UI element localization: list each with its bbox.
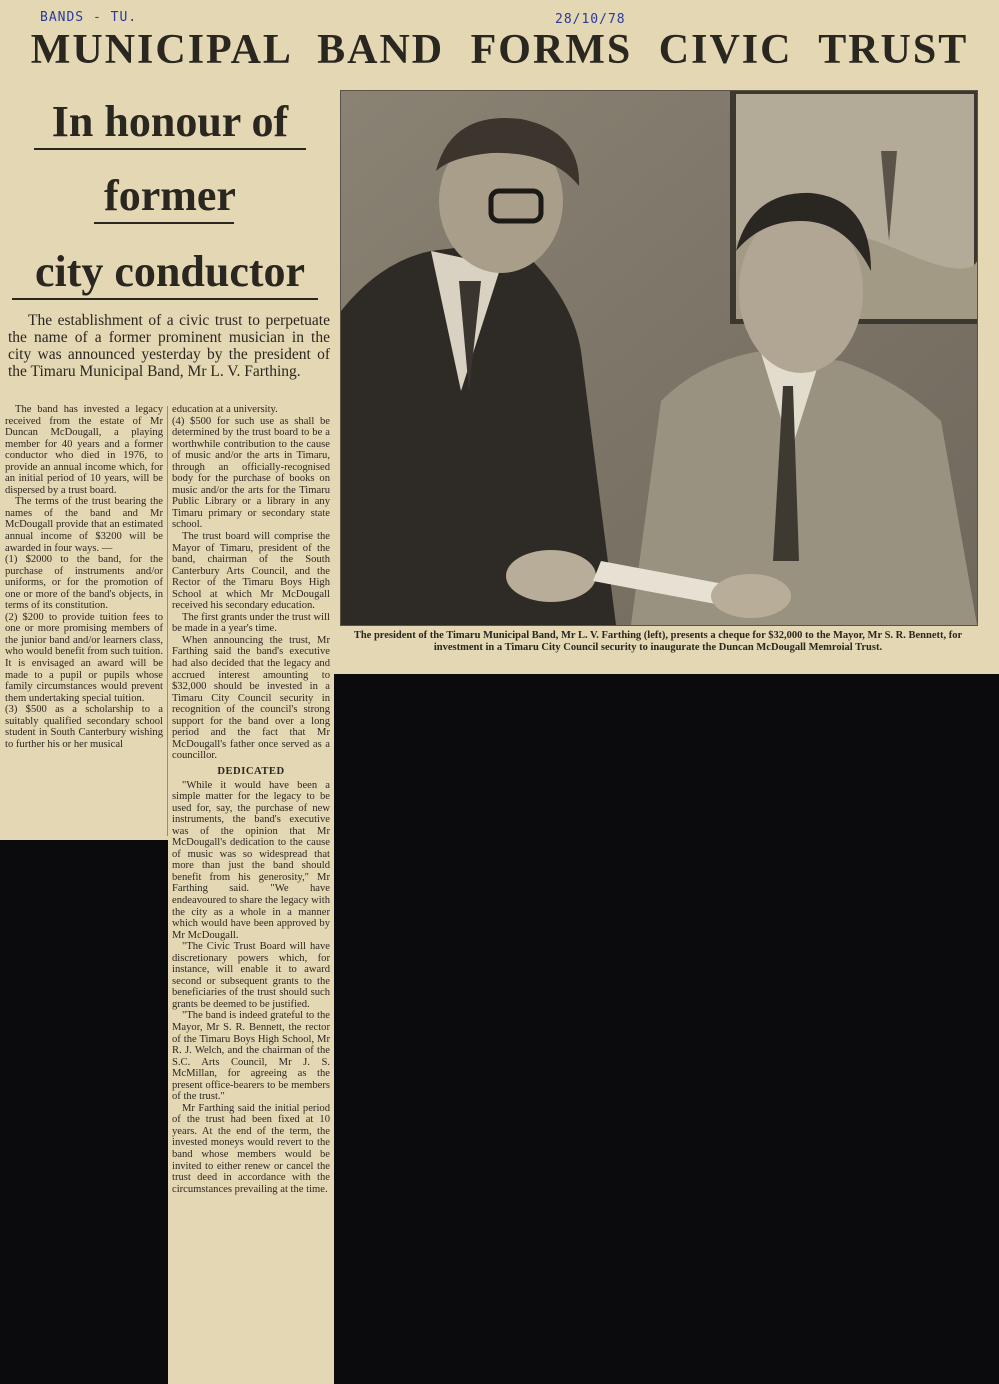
paragraph: (4) $500 for such use as shall be determined by the trust board to be a worthwhile contribution to the cause of music and/or the arts in Timaru, through an officially-recognised body for the purchase of books on music and/or the arts for the Timaru Public Library or a library in any Timaru primary or secondary state school. [172, 415, 330, 531]
paragraph: "While it would have been a simple matter for the legacy to be used for, say, the purchase of new instruments, the band's executive was of the opinion that Mr McDougall's dedication to the cause of music was so widespread that more than just the band should benefit from his generosity," Mr Farthing said. "We have endeavoured to share the legacy with the city as a whole in a manner which would have been approved by Mr McDougall. [172, 779, 330, 941]
article-column-2 [172, 404, 330, 1195]
paragraph: When announcing the trust, Mr Farthing said the band's executive had also decided that the legacy and accrued interest amounting to $32,000 should be invested in a Timaru City Council security in recognition of the council's strong support for the band over a long period and the fact that Mr McDougall's father once served as a councillor. [172, 634, 330, 762]
subheadline-rule-3 [12, 298, 318, 300]
paragraph: The first grants under the trust will be made in a year's time. [172, 611, 330, 635]
paragraph: The trust board will comprise the Mayor of Timaru, president of the band, chairman of the South Canterbury Arts Council, and the Rector of the Timaru Boys High School at which Mr McDougall received his secondary education. [172, 531, 330, 612]
photo-illustration [341, 91, 977, 625]
subheadline-rule-2 [94, 222, 234, 224]
subheadline-line-3: city conductor [34, 247, 306, 296]
subheadline-rule-1 [34, 148, 306, 150]
paragraph: (2) $200 to provide tuition fees to one or more promising members of the junior band and/or learners class, who would benefit from such tuition. It is envisaged an award will be made to a pupil or pupils whose family circumstances would prevent them undertaking special tuition. [5, 611, 163, 704]
paragraph: (1) $2000 to the band, for the purchase of instruments and/or uniforms, or for the promotion of one or more of the band's objects, in terms of its constitution. [5, 554, 163, 612]
paragraph: "The band is indeed grateful to the Mayor, Mr S. R. Bennett, the rector of the Timaru Boys High School, Mr R. J. Welch, and the chairman of the S.C. Arts Council, Mr J. S. McMillan, for agreeing as the present office-bearers to be members of the trust." [172, 1010, 330, 1103]
subheadline-line-1: In honour of [51, 97, 289, 146]
column-divider [167, 406, 168, 836]
handwritten-note-category: BANDS - TU. [40, 10, 138, 25]
lede-paragraph: The establishment of a civic trust to perpetuate the name of a former prominent musician in the city was announced yesterday by the president of the Timaru Municipal Band, Mr L. V. Farthing. [8, 312, 330, 380]
headline: MUNICIPAL BAND FORMS CIVIC TRUST [30, 27, 969, 73]
paragraph: "The Civic Trust Board will have discretionary powers which, for instance, will enable it to award second or subsequent grants to the beneficiaries of the trust should such grants be deemed to be justified. [172, 941, 330, 1010]
section-heading-dedicated: DEDICATED [217, 765, 285, 777]
subheadline-line-2: former [104, 171, 236, 220]
photo-caption: The president of the Timaru Municipal Band, Mr L. V. Farthing (left), presents a cheque for $32,000 to the Mayor, Mr S. R. Bennett, for investment in a Timaru City Council security to inaugurate the Duncan McDougall Memroial Trust. [353, 630, 963, 653]
article-column-1 [5, 404, 163, 750]
paragraph: The terms of the trust bearing the names of the band and Mr McDougall provide that an estimated annual income of $3200 will be awarded in four ways. — [5, 496, 163, 554]
paragraph: (3) $500 as a scholarship to a suitably qualified secondary school student in South Canterbury wishing to further his or her musical [5, 704, 163, 750]
handwritten-note-date: 28/10/78 [555, 12, 626, 27]
paragraph: Mr Farthing said the initial period of the trust had been fixed at 10 years. At the end of the term, the invested moneys would revert to the band whose members would be invited to either renew or cancel the trust deed in accordance with the circumstances prevailing at the time. [172, 1102, 330, 1195]
paragraph: The band has invested a legacy received from the estate of Mr Duncan McDougall, a playing member for 40 years and a former conductor who died in 1976, to provide an annual income which, for an initial period of 10 years, will be dispersed by a trust board. [5, 404, 163, 496]
news-photo [340, 90, 978, 626]
paragraph: education at a university. [172, 404, 278, 415]
